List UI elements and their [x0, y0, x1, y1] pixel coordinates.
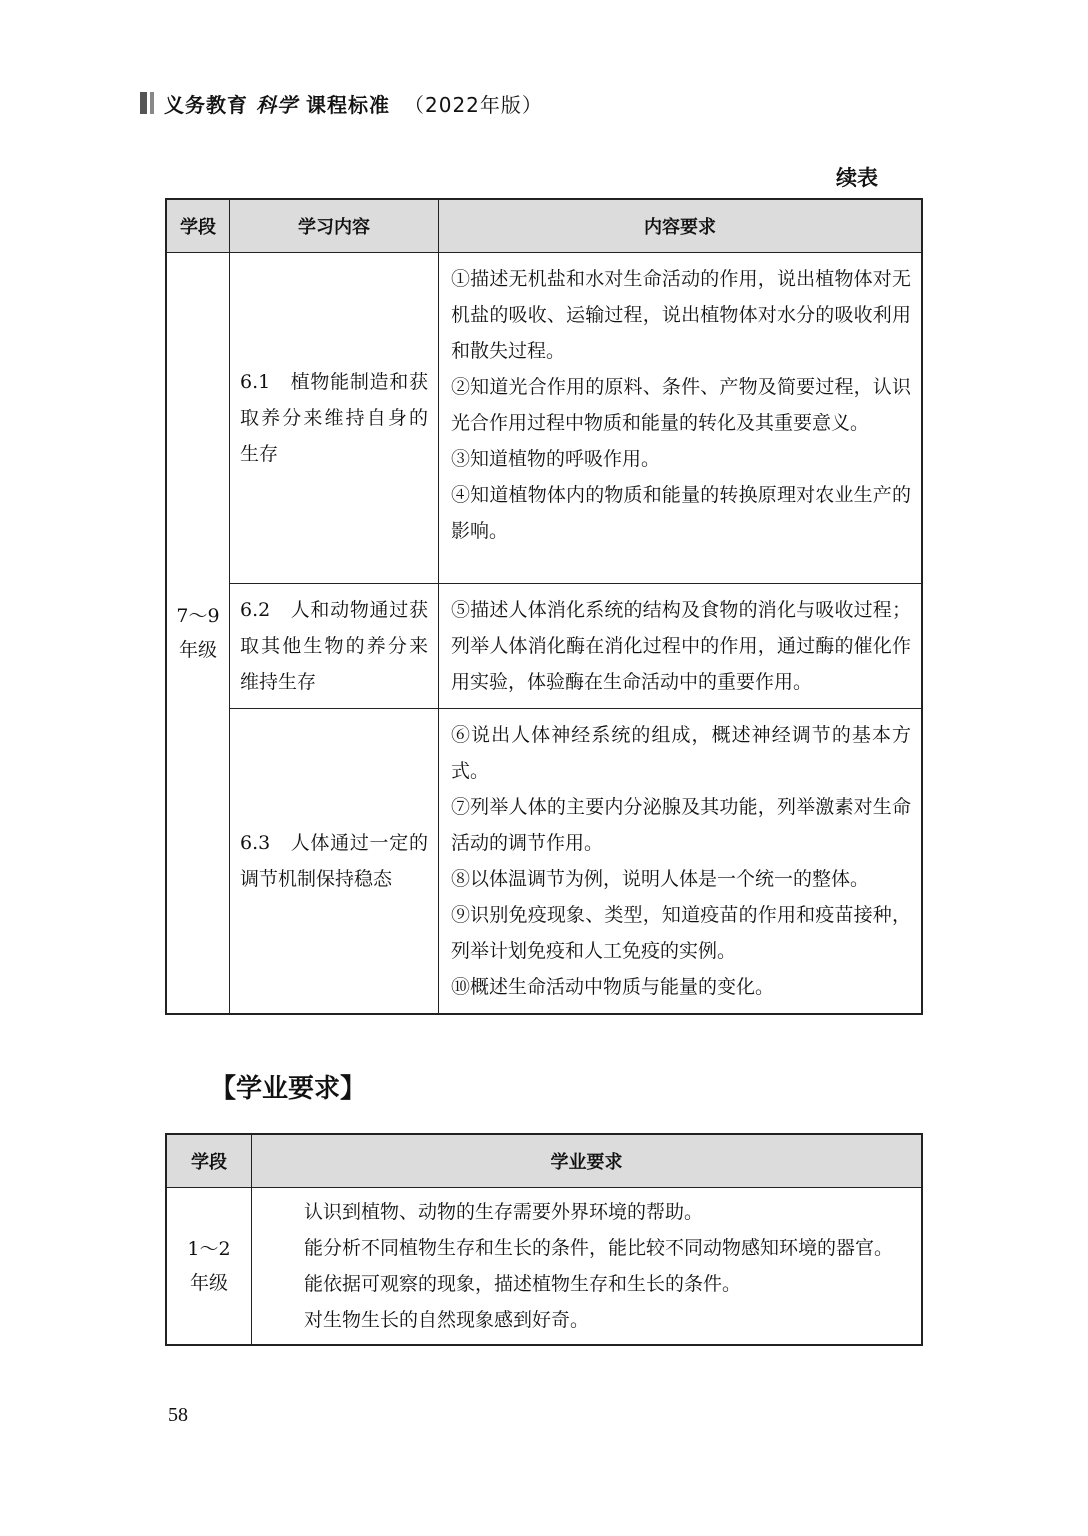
stage-cell — [166, 1188, 252, 1346]
table-row — [166, 253, 922, 584]
header-stage: 学段 — [166, 1134, 252, 1188]
section-title: 【学业要求】 — [210, 1074, 367, 1104]
stage-range: 1～2 — [187, 1238, 231, 1260]
continued-label: 续表 — [836, 166, 878, 190]
requirement-item: ②知道光合作用的原料、条件、产物及简要过程，认识光合作用过程中物质和能量的转化及其重要意义。 — [451, 376, 911, 434]
academic-requirement-item: 能依据可观察的现象，描述植物生存和生长的条件。 — [304, 1273, 742, 1295]
header-bars-icon — [140, 92, 154, 114]
academic-requirement-item: 认识到植物、动物的生存需要外界环境的帮助。 — [304, 1201, 704, 1223]
requirements-cell — [439, 584, 923, 709]
requirements-cell — [439, 253, 923, 584]
requirement-item: ⑧以体温调节为例，说明人体是一个统一的整体。 — [451, 868, 870, 890]
requirement-item: ⑤描述人体消化系统的结构及食物的消化与吸收过程；列举人体消化酶在消化过程中的作用，通过酶的催化作用实验，体验酶在生命活动中的重要作用。 — [451, 599, 911, 693]
header-stage: 学段 — [166, 199, 230, 253]
requirement-item: ⑥说出人体神经系统的组成，概述神经调节的基本方式。 — [451, 724, 911, 782]
requirements-cell — [252, 1188, 923, 1346]
content-table — [165, 198, 923, 1015]
header-academic-requirements: 学业要求 — [252, 1134, 923, 1188]
requirement-item: ⑨识别免疫现象、类型，知道疫苗的作用和疫苗接种，列举计划免疫和人工免疫的实例。 — [451, 904, 911, 962]
requirements-cell — [439, 709, 923, 1015]
stage-cell — [166, 253, 230, 1015]
academic-requirements-table — [165, 1133, 923, 1346]
header-content-requirements: 内容要求 — [439, 199, 923, 253]
requirement-item: ③知道植物的呼吸作用。 — [451, 448, 661, 470]
academic-requirement-item: 对生物生长的自然现象感到好奇。 — [304, 1309, 590, 1331]
stage-range: 7～9 — [176, 605, 220, 627]
requirement-item: ④知道植物体内的物质和能量的转换原理对农业生产的影响。 — [451, 484, 911, 542]
academic-requirement-item: 能分析不同植物生存和生长的条件，能比较不同动物感知环境的器官。 — [304, 1237, 894, 1259]
table-row — [166, 709, 922, 1015]
header-learning-content: 学习内容 — [230, 199, 439, 253]
stage-unit: 年级 — [189, 1272, 228, 1294]
table-row — [166, 584, 922, 709]
table-header-row — [166, 1134, 922, 1188]
page-number: 58 — [168, 1404, 188, 1426]
requirement-item: ⑩概述生命活动中物质与能量的变化。 — [451, 976, 775, 998]
header-title-part2: 课程标准 — [306, 92, 390, 117]
header-edition: （2022年版） — [404, 92, 543, 117]
running-header — [140, 88, 543, 118]
content-cell: 6.1 植物能制造和获取养分来维持自身的生存 — [230, 253, 439, 584]
table-row — [166, 1188, 922, 1346]
stage-unit: 年级 — [178, 639, 217, 661]
header-title-italic: 科学 — [256, 92, 298, 117]
requirement-item: ⑦列举人体的主要内分泌腺及其功能，列举激素对生命活动的调节作用。 — [451, 796, 911, 854]
table-header-row — [166, 199, 922, 253]
requirement-item: ①描述无机盐和水对生命活动的作用，说出植物体对无机盐的吸收、运输过程，说出植物体对水分的吸收利用和散失过程。 — [451, 268, 911, 362]
header-title-part1: 义务教育 — [164, 92, 248, 117]
content-cell: 6.3 人体通过一定的调节机制保持稳态 — [230, 709, 439, 1015]
content-cell: 6.2 人和动物通过获取其他生物的养分来维持生存 — [230, 584, 439, 709]
